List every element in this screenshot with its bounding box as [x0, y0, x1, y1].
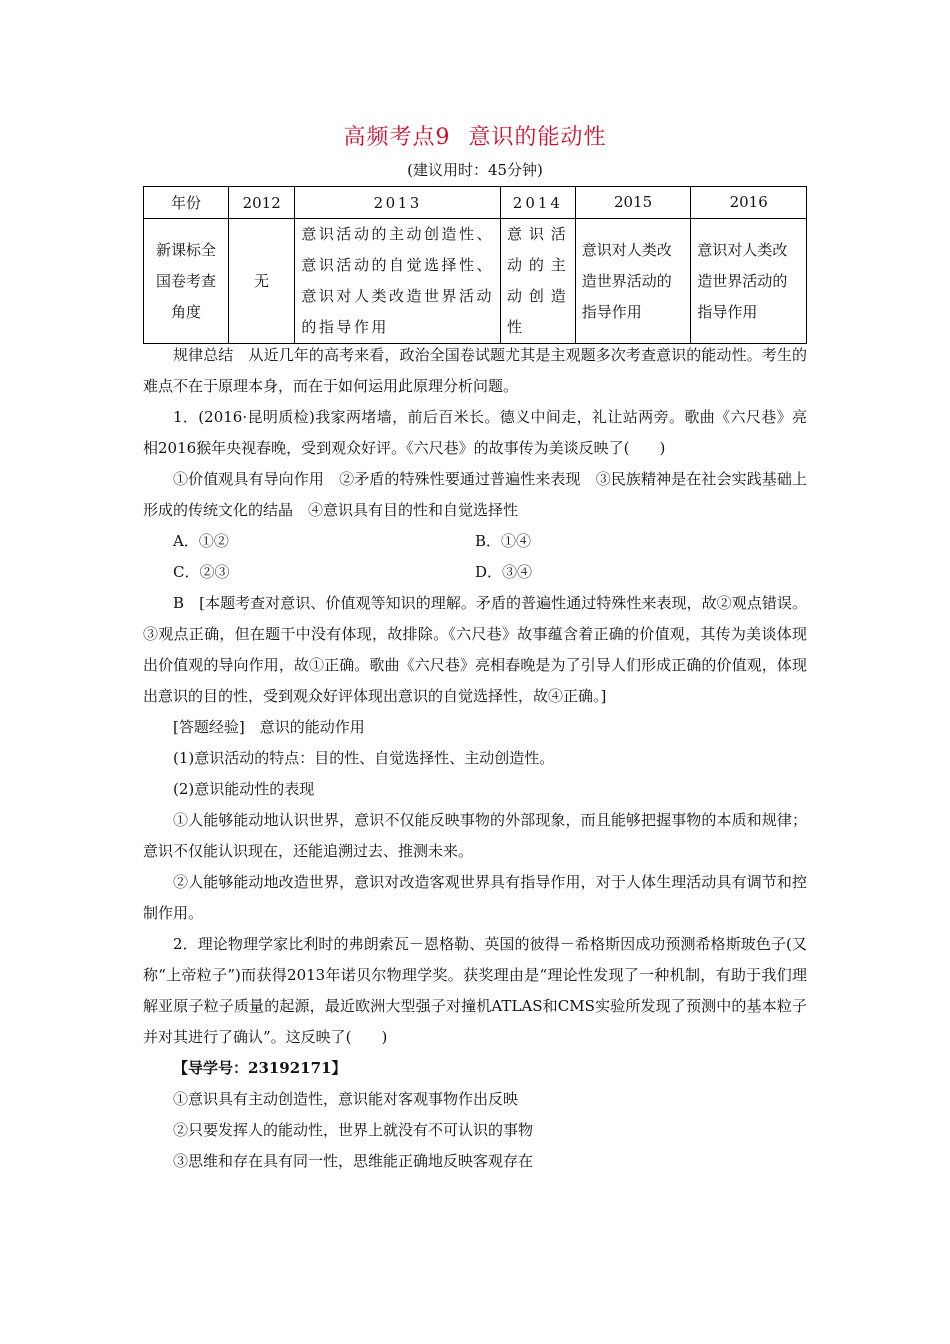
table-cell: 意识活动的主动创造性 — [501, 219, 576, 344]
experience-point-3: ①人能够能动地认识世界，意识不仅能反映事物的外部现象，而且能够把握事物的本质和规律；意识不仅能认识现在，还能追溯过去、推测未来。 — [143, 811, 807, 860]
content-body — [143, 340, 807, 1177]
question-2-statement-3: ③思维和存在具有同一性，思维能正确地反映客观存在 — [173, 1152, 534, 1170]
table-header: 2014 — [501, 187, 576, 219]
title-main: 高频考点9 — [343, 125, 451, 150]
table-cell: 意识活动的主动创造性、意识活动的自觉选择性、意识对人类改造世界活动的指导作用 — [295, 219, 501, 344]
question-1-options-row-2 — [143, 557, 807, 588]
table-cell: 意识对人类改造世界活动的指导作用 — [691, 219, 807, 344]
table-header-row — [144, 187, 807, 219]
title-topic: 意识的能动性 — [468, 125, 607, 150]
question-2-statement-2: ②只要发挥人的能动性，世界上就没有不可认识的事物 — [173, 1121, 534, 1139]
table-row — [144, 219, 807, 344]
table-header: 年份 — [144, 187, 229, 219]
experience-point-1: (1)意识活动的特点：目的性、自觉选择性、主动创造性。 — [173, 749, 555, 767]
table-header: 2016 — [691, 187, 807, 219]
table-cell: 无 — [228, 219, 295, 344]
table-header: 2013 — [295, 187, 501, 219]
question-1-statements: ①价值观具有导向作用 ②矛盾的特殊性要通过普遍性来表现 ③民族精神是在社会实践基础上形成的传统文化的结晶 ④意识具有目的性和自觉选择性 — [143, 470, 807, 519]
question-2-stem: 2．理论物理学家比利时的弗朗索瓦－恩格勒、英国的彼得－希格斯因成功预测希格斯玻色子(又称“上帝粒子”)而获得2013年诺贝尔物理学奖。获奖理由是“理论性发现了一种机制，有助于我们理解亚原子粒子质量的起源，最近欧洲大型强子对撞机ATLAS和CMS实验所发现了预测中的基本粒子并对其进行了确认”。这反映了( ) — [143, 935, 807, 1046]
experience-point-4: ②人能够能动地改造世界，意识对改造客观世界具有指导作用，对于人体生理活动具有调节和控制作用。 — [143, 873, 807, 922]
table-header: 2012 — [228, 187, 295, 219]
option-a: A．①② — [173, 532, 229, 550]
experience-heading: [答题经验] 意识的能动作用 — [173, 718, 365, 736]
table-header: 2015 — [575, 187, 691, 219]
option-c: C．②③ — [173, 563, 230, 581]
study-number: 【导学号：23192171】 — [173, 1059, 347, 1077]
option-b: B．①④ — [475, 532, 532, 550]
page-title — [0, 120, 950, 151]
question-1-stem: 1．(2016·昆明质检)我家两堵墙，前后百米长。德义中间走，礼让站两旁。歌曲《六尺巷》亮相2016猴年央视春晚，受到观众好评。《六尺巷》的故事传为美谈反映了( ) — [143, 408, 807, 457]
question-1-answer: B [本题考查对意识、价值观等知识的理解。矛盾的普遍性通过特殊性来表现，故②观点错误。③观点正确，但在题干中没有体现，故排除。《六尺巷》故事蕴含着正确的价值观，其传为美谈体现出价值观的导向作用，故①正确。歌曲《六尺巷》亮相春晚是为了引导人们形成正确的价值观，体现出意识的目的性，受到观众好评体现出意识的自觉选择性，故④正确。] — [143, 594, 807, 705]
exam-angle-table — [143, 186, 807, 344]
question-1-options-row-1 — [143, 526, 807, 557]
option-d: D．③④ — [475, 563, 533, 581]
experience-point-2: (2)意识能动性的表现 — [173, 780, 315, 798]
row-label: 新课标全国卷考查角度 — [144, 219, 229, 344]
table-cell: 意识对人类改造世界活动的指导作用 — [575, 219, 691, 344]
pattern-summary: 规律总结 从近几年的高考来看，政治全国卷试题尤其是主观题多次考查意识的能动性。考生的难点不在于原理本身，而在于如何运用此原理分析问题。 — [143, 346, 807, 395]
suggested-time: (建议用时：45分钟) — [407, 161, 543, 179]
question-2-statement-1: ①意识具有主动创造性，意识能对客观事物作出反映 — [173, 1090, 519, 1108]
